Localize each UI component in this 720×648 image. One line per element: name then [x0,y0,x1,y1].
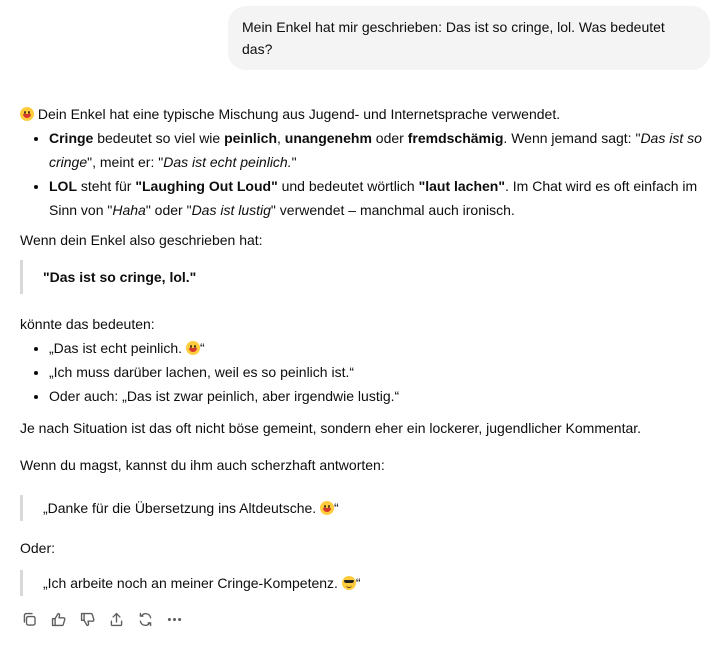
term-cringe: Cringe [49,130,94,146]
message-actions [20,610,184,629]
intro-line [20,102,710,126]
bold-word: "laut lachen" [418,178,505,194]
oder-label: Oder: [20,540,56,556]
bold-word: unangenehm [284,130,372,146]
assistant-message [20,102,710,596]
sunglasses-face-icon [342,576,356,590]
text: steht für [77,178,136,194]
user-message: Mein Enkel hat mir geschrieben: Das ist so cringe, lol. Was bedeutet das? [228,6,710,70]
text: . Wenn jemand sagt: " [503,130,641,146]
meaning-text: „Ich muss darüber lachen, weil es so peinlich ist.“ [49,364,355,380]
lead-in: Wenn dein Enkel also geschrieben hat: [20,232,263,248]
grinning-face-icon [20,107,34,121]
reply-quote-1 [20,495,710,521]
italic-phrase: Das ist lustig [191,202,271,218]
thumbs-down-icon[interactable] [78,610,97,629]
regenerate-icon[interactable] [136,610,155,629]
meaning-text: Oder auch: „Das ist zwar peinlich, aber irgendwie lustig.“ [49,388,400,404]
meaning-list [20,336,710,408]
reply-text-end: “ [334,500,339,516]
list-item-lol [49,174,710,222]
bold-word: peinlich [224,130,277,146]
situation-text: Je nach Situation ist das oft nicht böse gemeint, sondern eher ein lockerer, jugendlicher Kommentar. [20,420,642,436]
meaning-label: könnte das bedeuten: [20,316,155,332]
text: . Im Chat wird es oft einfach im Sinn von " [49,178,698,218]
meaning-item [49,360,710,384]
meaning-text: „Das ist echt peinlich. [49,340,186,356]
list-item-cringe [49,126,710,174]
suggest-text: Wenn du magst, kannst du ihm auch scherzhaft antworten: [20,457,385,473]
text: " oder " [145,202,192,218]
italic-phrase: Haha [112,202,146,218]
copy-icon[interactable] [20,610,39,629]
thumbs-up-icon[interactable] [49,610,68,629]
text: , [277,130,285,146]
italic-phrase: Das ist so cringe [49,130,702,170]
text: bedeutet so viel wie [93,130,225,146]
text: oder [371,130,408,146]
italic-phrase: Das ist echt peinlich. [163,154,292,170]
reply-text-end: “ [355,575,361,591]
grinning-face-icon [320,501,334,515]
definition-list [20,126,710,222]
bold-word: fremdschämig [407,130,504,146]
text: ", meint er: " [87,154,164,170]
intro-text: Dein Enkel hat eine typische Mischung aus Jugend- und Internetsprache verwendet. [37,106,561,122]
more-icon[interactable] [165,610,184,629]
reply-text: „Ich arbeite noch an meiner Cringe-Kompetenz. [43,575,342,591]
meaning-item [49,336,710,360]
grinning-face-icon [186,341,200,355]
text: " [291,154,297,170]
bold-word: "Laughing Out Loud" [135,178,278,194]
reply-quote-2 [20,570,710,596]
quote-text: "Das ist so cringe, lol." [43,269,197,285]
text: und bedeutet wörtlich [277,178,419,194]
quote-main [20,260,710,294]
meaning-text-end: “ [199,340,205,356]
reply-text: „Danke für die Übersetzung ins Altdeutsche. [43,500,321,516]
meaning-item [49,384,710,408]
term-lol: LOL [49,178,77,194]
text: " verwendet – manchmal auch ironisch. [270,202,515,218]
share-icon[interactable] [107,610,126,629]
